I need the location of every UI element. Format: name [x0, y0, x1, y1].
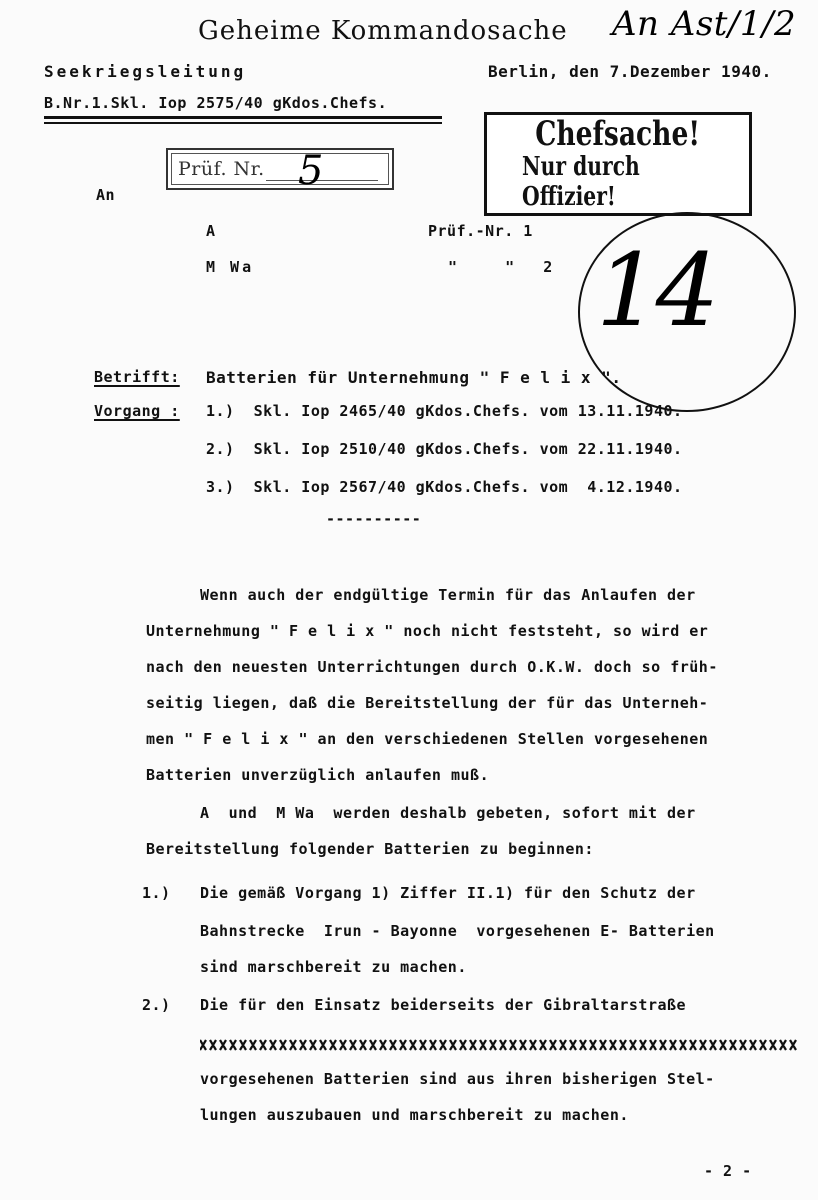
circled-number: 14 [596, 232, 716, 349]
place-date: Berlin, den 7.Dezember 1940. [488, 62, 772, 81]
reference-number: B.Nr.1.Skl. Iop 2575/40 gKdos.Chefs. [44, 94, 388, 112]
body-line: Unternehmung " F e l i x " noch nicht feststeht, so wird er [146, 622, 709, 640]
body-line: nach den neuesten Unterrichtungen durch O.K.W. doch so früh- [146, 658, 718, 676]
betrifft-text: Batterien für Unternehmung " F e l i x ". [206, 368, 622, 387]
vorgang-item: 1.) Skl. Iop 2465/40 gKdos.Chefs. vom 13.11.1940. [206, 402, 683, 420]
recipient-pruef-number: Prüf.-Nr. 1 [428, 222, 533, 240]
list-item-number: 1.) [142, 884, 171, 902]
list-item-line: vorgesehenen Batterien sind aus ihren bisherigen Stel- [200, 1070, 715, 1088]
list-item-number: 2.) [142, 996, 171, 1014]
recipient-name: M Wa [206, 258, 255, 276]
body-line: Wenn auch der endgültige Termin für das Anlaufen der [200, 586, 696, 604]
pruef-number-stamp [166, 148, 394, 190]
list-item-line: Bahnstrecke Irun - Bayonne vorgesehenen E- Batterien [200, 922, 715, 940]
chefsache-stamp-line1: Chefsache! [535, 114, 701, 154]
body-line: seitig liegen, daß die Bereitstellung der für das Unterneh- [146, 694, 709, 712]
header-underline-2 [44, 122, 442, 124]
page-number: - 2 - [704, 1162, 752, 1180]
body-line: A und M Wa werden deshalb gebeten, sofort mit der [200, 804, 696, 822]
vorgang-item: 2.) Skl. Iop 2510/40 gKdos.Chefs. vom 22.11.1940. [206, 440, 683, 458]
handwritten-reference: An Ast/1/2 [612, 4, 797, 44]
separator-line: ---------- [326, 510, 422, 528]
pruef-stamp-value: 5 [298, 148, 324, 194]
chefsache-stamp [484, 112, 752, 216]
body-line: Bereitstellung folgender Batterien zu beginnen: [146, 840, 594, 858]
vorgang-item: 3.) Skl. Iop 2567/40 gKdos.Chefs. vom 4.12.1940. [206, 478, 683, 496]
list-item-line: Die gemäß Vorgang 1) Ziffer II.1) für den Schutz der [200, 884, 696, 902]
struck-out-line [200, 1038, 802, 1052]
address-label: An [96, 186, 116, 204]
classification-heading: Geheime Kommandosache [198, 16, 568, 46]
list-item-line: Die für den Einsatz beiderseits der Gibraltarstraße [200, 996, 687, 1014]
list-item-line: sind marschbereit zu machen. [200, 958, 467, 976]
chefsache-stamp-line2: Nur durch Offizier! [522, 152, 640, 212]
body-line: men " F e l i x " an den verschiedenen Stellen vorgesehenen [146, 730, 709, 748]
header-underline [44, 116, 442, 119]
list-item-line: lungen auszubauen und marschbereit zu machen. [200, 1106, 629, 1124]
betrifft-label: Betrifft: [94, 368, 180, 386]
body-line: Batterien unverzüglich anlaufen muß. [146, 766, 490, 784]
pruef-stamp-label: Prüf. Nr. [178, 158, 265, 180]
organization-name: Seekriegsleitung [44, 62, 247, 81]
recipient-name: A [206, 222, 216, 240]
vorgang-label: Vorgang : [94, 402, 180, 420]
recipient-pruef-number: " " 2 [448, 258, 553, 276]
